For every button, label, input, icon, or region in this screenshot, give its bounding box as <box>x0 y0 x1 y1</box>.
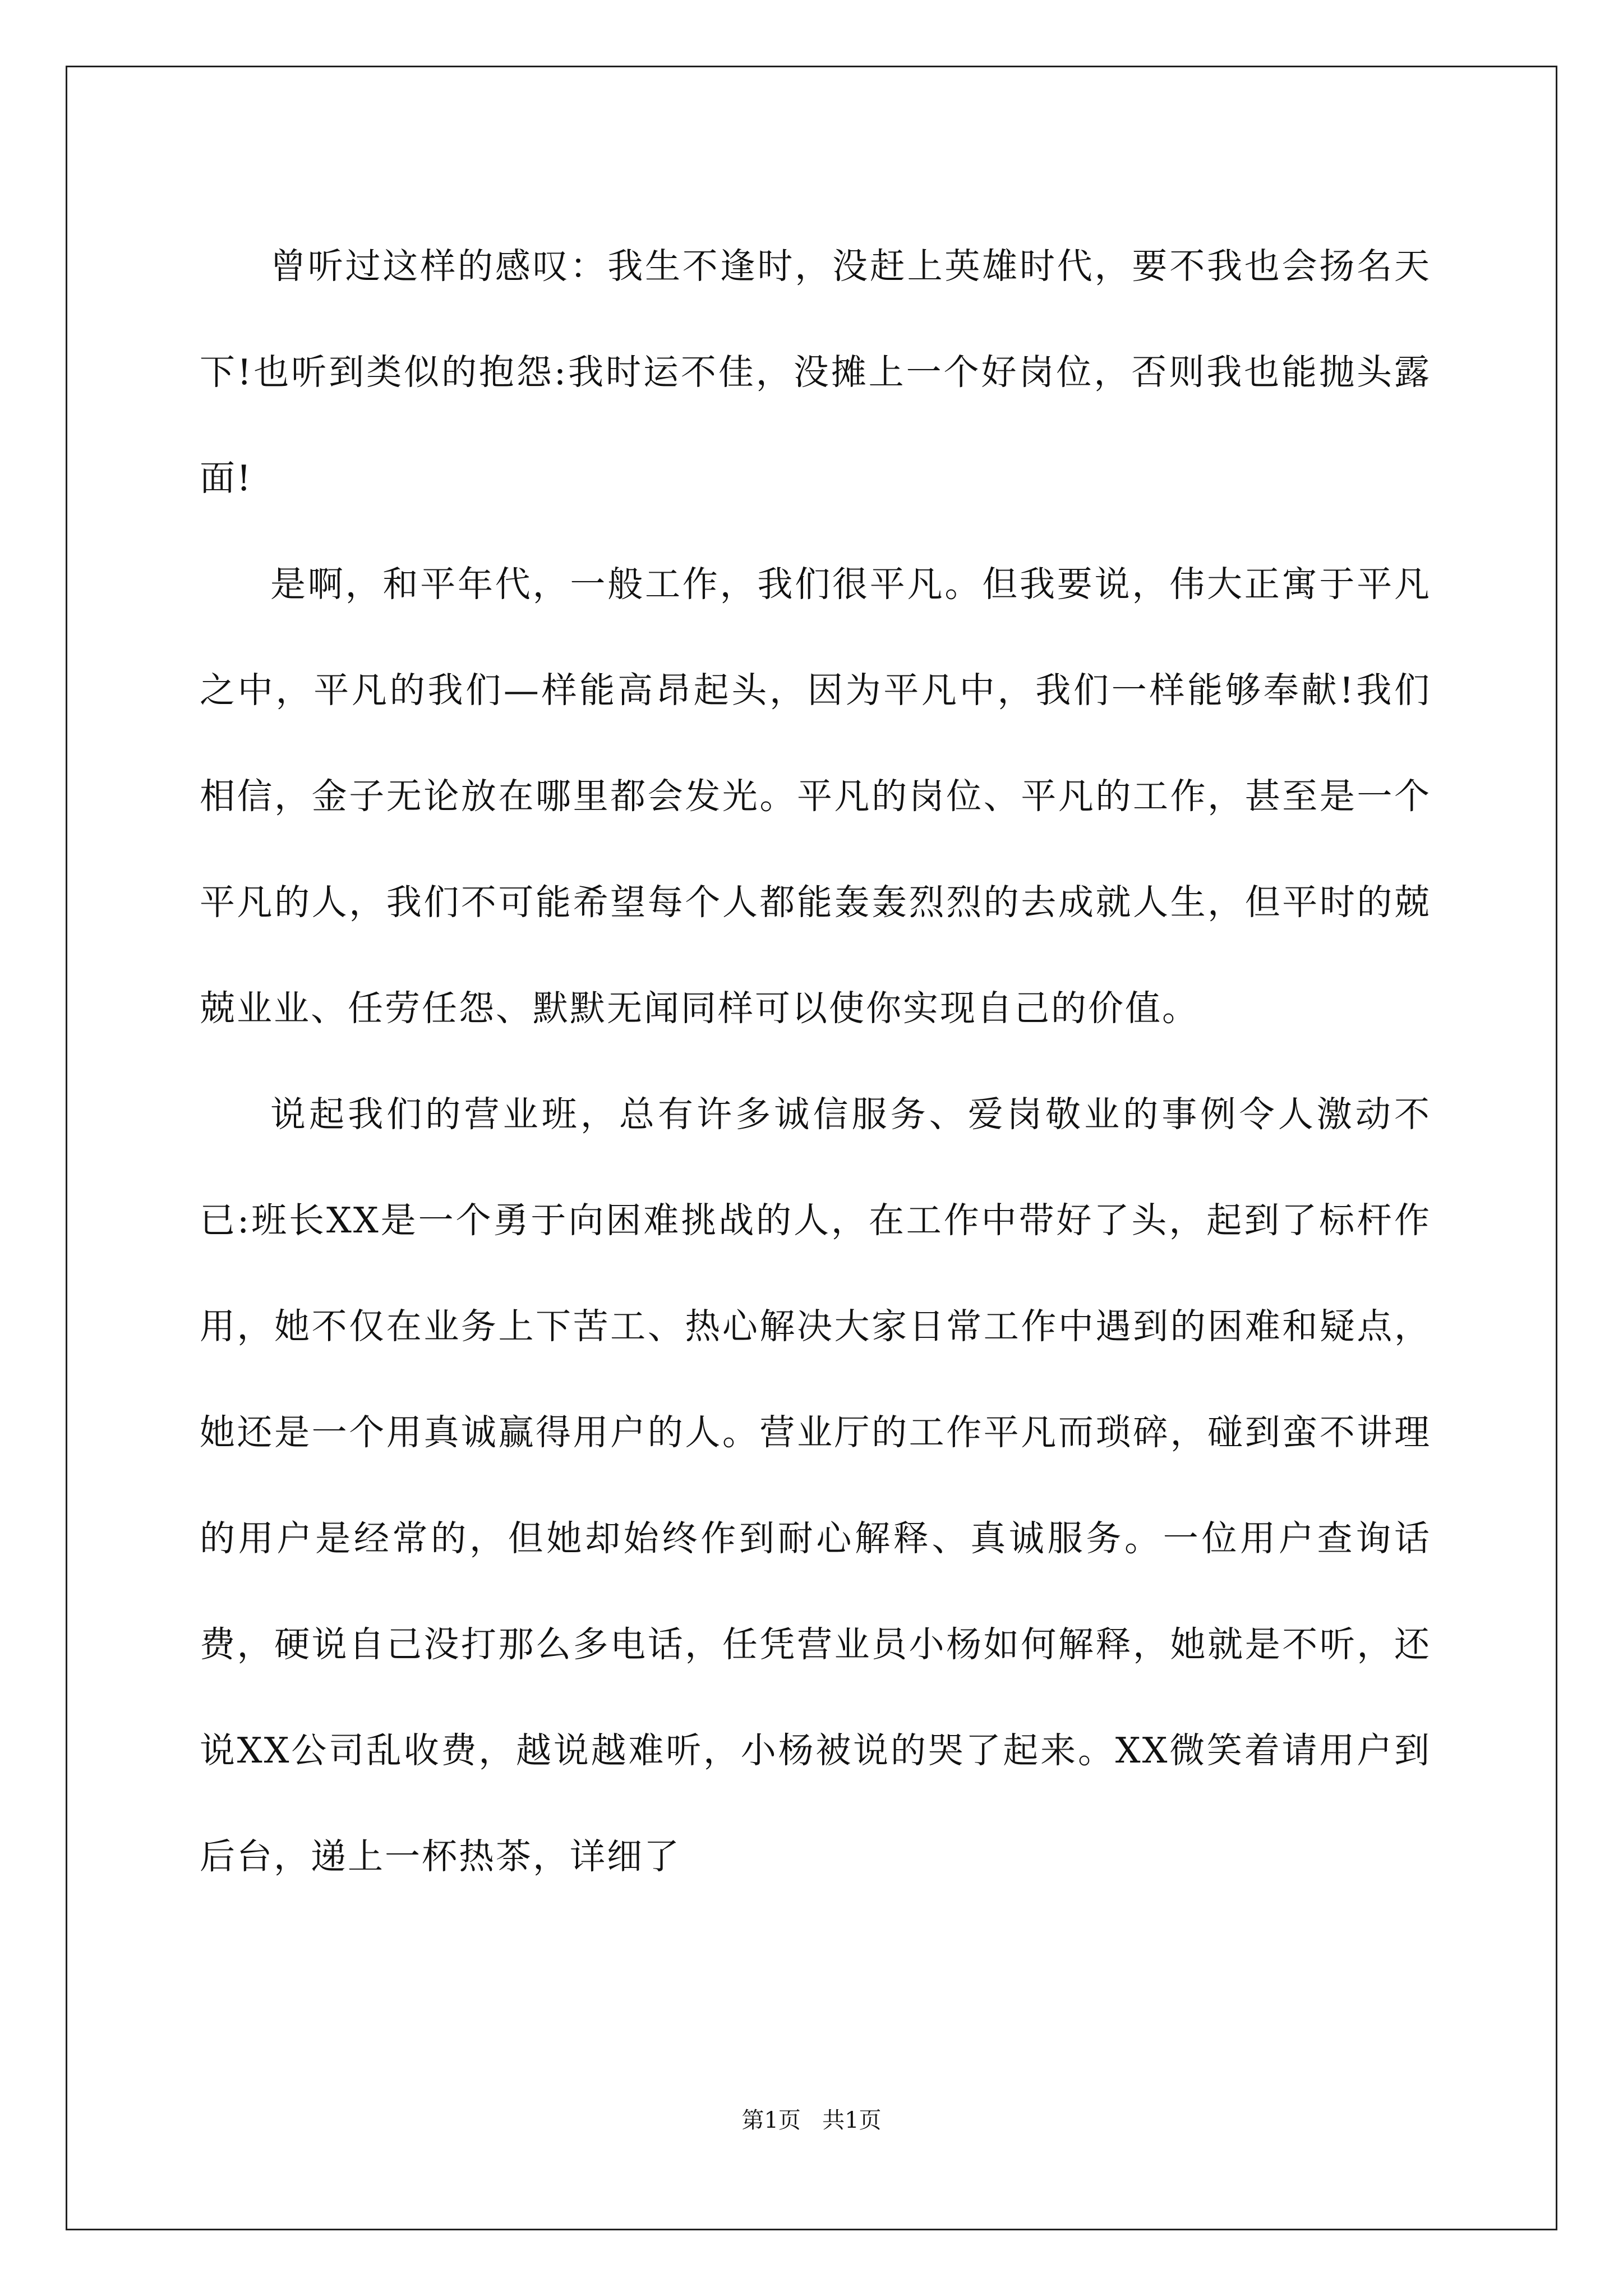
paragraph-1: 曾听过这样的感叹：我生不逢时，没赶上英雄时代，要不我也会扬名天下!也听到类似的抱怨:我时运不佳，没摊上一个好岗位，否则我也能抛头露面! <box>200 246 1431 499</box>
paragraph-3: 说起我们的营业班，总有许多诚信服务、爱岗敬业的事例令人激动不已:班长XX是一个勇于向困难挑战的人，在工作中带好了头，起到了标杆作用，她不仅在业务上下苦工、热心解决大家日常工作中遇到的困难和疑点，她还是一个用真诚赢得用户的人。营业厅的工作平凡而琐碎，碰到蛮不讲理的用户是经常的，但她却始终作到耐心解释、真诚服务。一位用户查询话费，硬说自己没打那么多电话，任凭营业员小杨如何解释，她就是不听，还说XX公司乱收费，越说越难听，小杨被说的哭了起来。XX微笑着请用户到后台，递上一杯热茶，详细了 <box>200 1094 1431 1877</box>
paragraph-2: 是啊，和平年代，一般工作，我们很平凡。但我要说，伟大正寓于平凡之中，平凡的我们—样能高昂起头，因为平凡中，我们一样能够奉献!我们相信，金子无论放在哪里都会发光。平凡的岗位、平凡的工作，甚至是一个平凡的人，我们不可能希望每个人都能轰轰烈烈的去成就人生，但平时的兢兢业业、任劳任怨、默默无闻同样可以使你实现自己的价值。 <box>200 564 1431 1029</box>
page-number-total: 共1页 <box>822 2108 882 2133</box>
page-number-current: 第1页 <box>741 2108 801 2133</box>
footer-spacer <box>801 2108 822 2133</box>
document-body <box>200 213 1431 1910</box>
page-footer <box>0 2105 1623 2136</box>
